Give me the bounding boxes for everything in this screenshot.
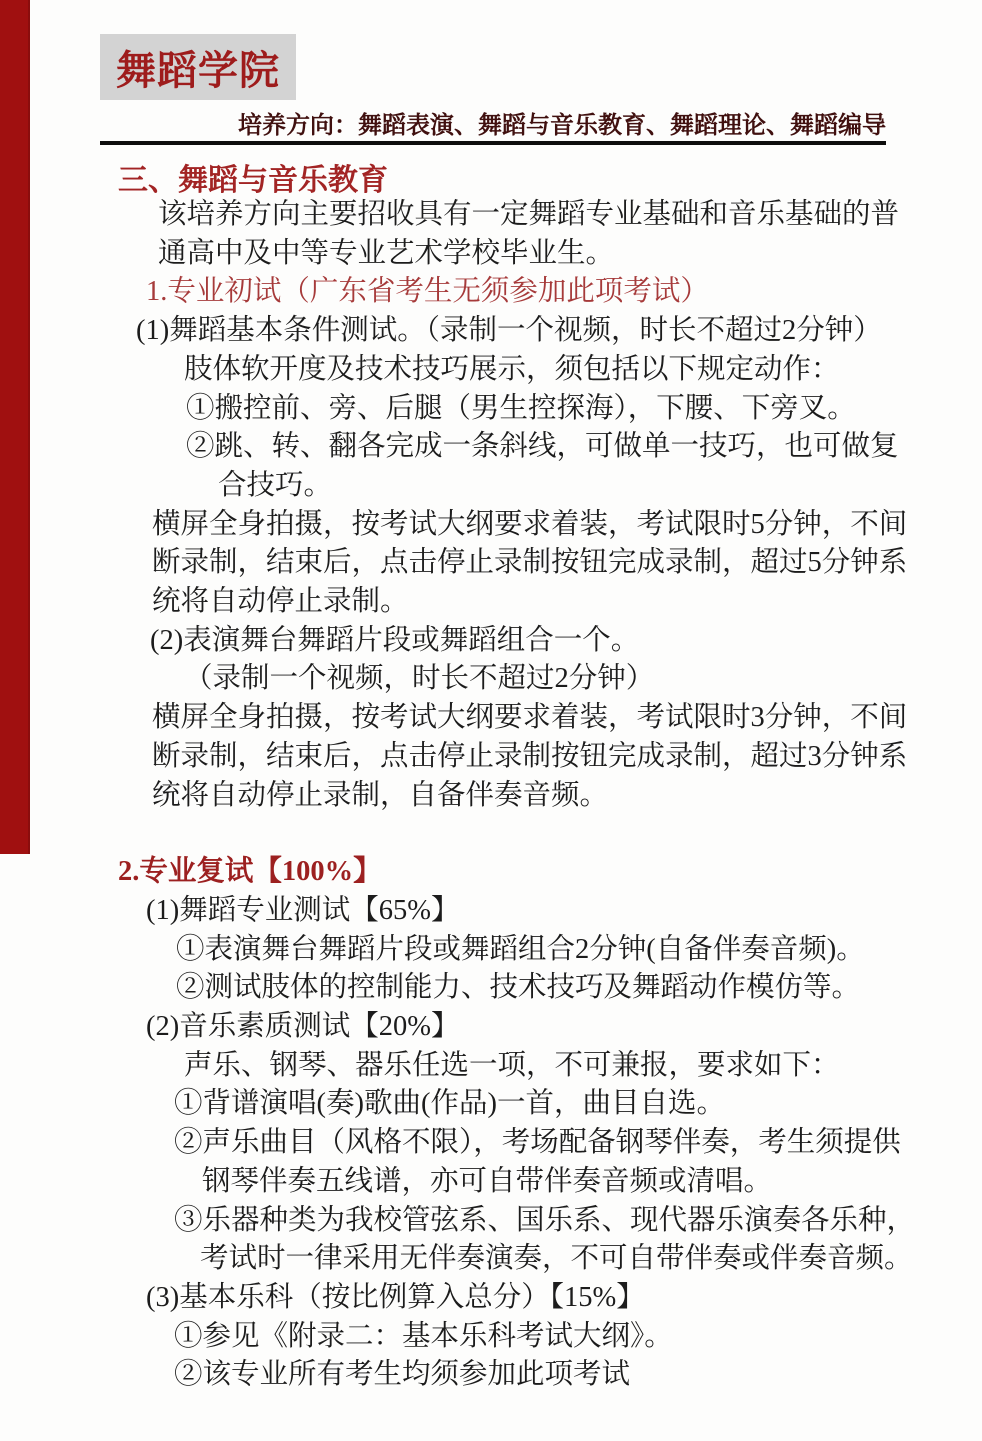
text-line: ③乐器种类为我校管弦系、国乐系、现代器乐演奏各乐种， xyxy=(174,1204,916,1236)
document-body xyxy=(0,196,982,1395)
text-line: 该培养方向主要招收具有一定舞蹈专业基础和音乐基础的普 xyxy=(158,199,900,230)
text-line: 考试时一律采用无伴奏演奏，不可自带伴奏或伴奏音频。 xyxy=(200,1243,913,1275)
text-line: 断录制，结束后，点击停止录制按钮完成录制，超过5分钟系 xyxy=(152,547,908,579)
training-directions: 培养方向：舞蹈表演、舞蹈与音乐教育、舞蹈理论、舞蹈编导 xyxy=(238,113,886,139)
text-line: (2)表演舞台舞蹈片段或舞蹈组合一个。 xyxy=(150,624,640,656)
text-line: 1.专业初试（广东省考生无须参加此项考试） xyxy=(146,276,709,308)
text-line: ②跳、转、翻各完成一条斜线，可做单一技巧，也可做复 xyxy=(186,431,899,463)
text-line: 声乐、钢琴、器乐任选一项，不可兼报，要求如下： xyxy=(184,1049,840,1081)
header-divider xyxy=(100,141,886,145)
text-line: 横屏全身拍摄，按考试大纲要求着装，考试限时5分钟，不间 xyxy=(152,508,908,540)
text-line: ②声乐曲目（风格不限），考场配备钢琴伴奏，考生须提供 xyxy=(174,1127,901,1159)
text-line: ①参见《附录二：基本乐科考试大纲》。 xyxy=(174,1320,673,1352)
text-line: ①背谱演唱(奏)歌曲(作品)一首，曲目自选。 xyxy=(174,1088,725,1120)
text-line: (1)舞蹈基本条件测试。（录制一个视频，时长不超过2分钟） xyxy=(136,315,882,347)
section-heading: 三、舞蹈与音乐教育 xyxy=(118,164,388,197)
text-line: 断录制，结束后，点击停止录制按钮完成录制，超过3分钟系 xyxy=(152,740,908,772)
text-line: （录制一个视频，时长不超过2分钟） xyxy=(184,663,655,695)
text-line: 肢体软开度及技术技巧展示，须包括以下规定动作： xyxy=(184,353,840,385)
college-title: 舞蹈学院 xyxy=(116,47,280,93)
text-line: ①搬控前、旁、后腿（男生控探海），下腰、下旁叉。 xyxy=(186,392,856,424)
text-line: 统将自动停止录制。 xyxy=(152,586,409,618)
text-line: 横屏全身拍摄，按考试大纲要求着装，考试限时3分钟，不间 xyxy=(152,702,908,734)
text-line: 统将自动停止录制，自备伴奏音频。 xyxy=(152,779,609,811)
text-line: 合技巧。 xyxy=(218,469,333,501)
text-line: 2.专业复试【100%】 xyxy=(118,856,382,888)
text-line: (1)舞蹈专业测试【65%】 xyxy=(146,894,460,926)
college-title-box xyxy=(100,34,296,100)
text-line: ②该专业所有考生均须参加此项考试 xyxy=(174,1359,631,1391)
text-line: 钢琴伴奏五线谱，亦可自带伴奏音频或清唱。 xyxy=(202,1165,773,1197)
text-line: ①表演舞台舞蹈片段或舞蹈组合2分钟(自备伴奏音频)。 xyxy=(176,933,865,965)
text-line: ②测试肢体的控制能力、技术技巧及舞蹈动作模仿等。 xyxy=(176,972,861,1004)
text-line: (2)音乐素质测试【20%】 xyxy=(146,1011,460,1043)
text-line: (3)基本乐科（按比例算入总分）【15%】 xyxy=(146,1281,645,1313)
text-line: 通高中及中等专业艺术学校毕业生。 xyxy=(158,237,615,269)
